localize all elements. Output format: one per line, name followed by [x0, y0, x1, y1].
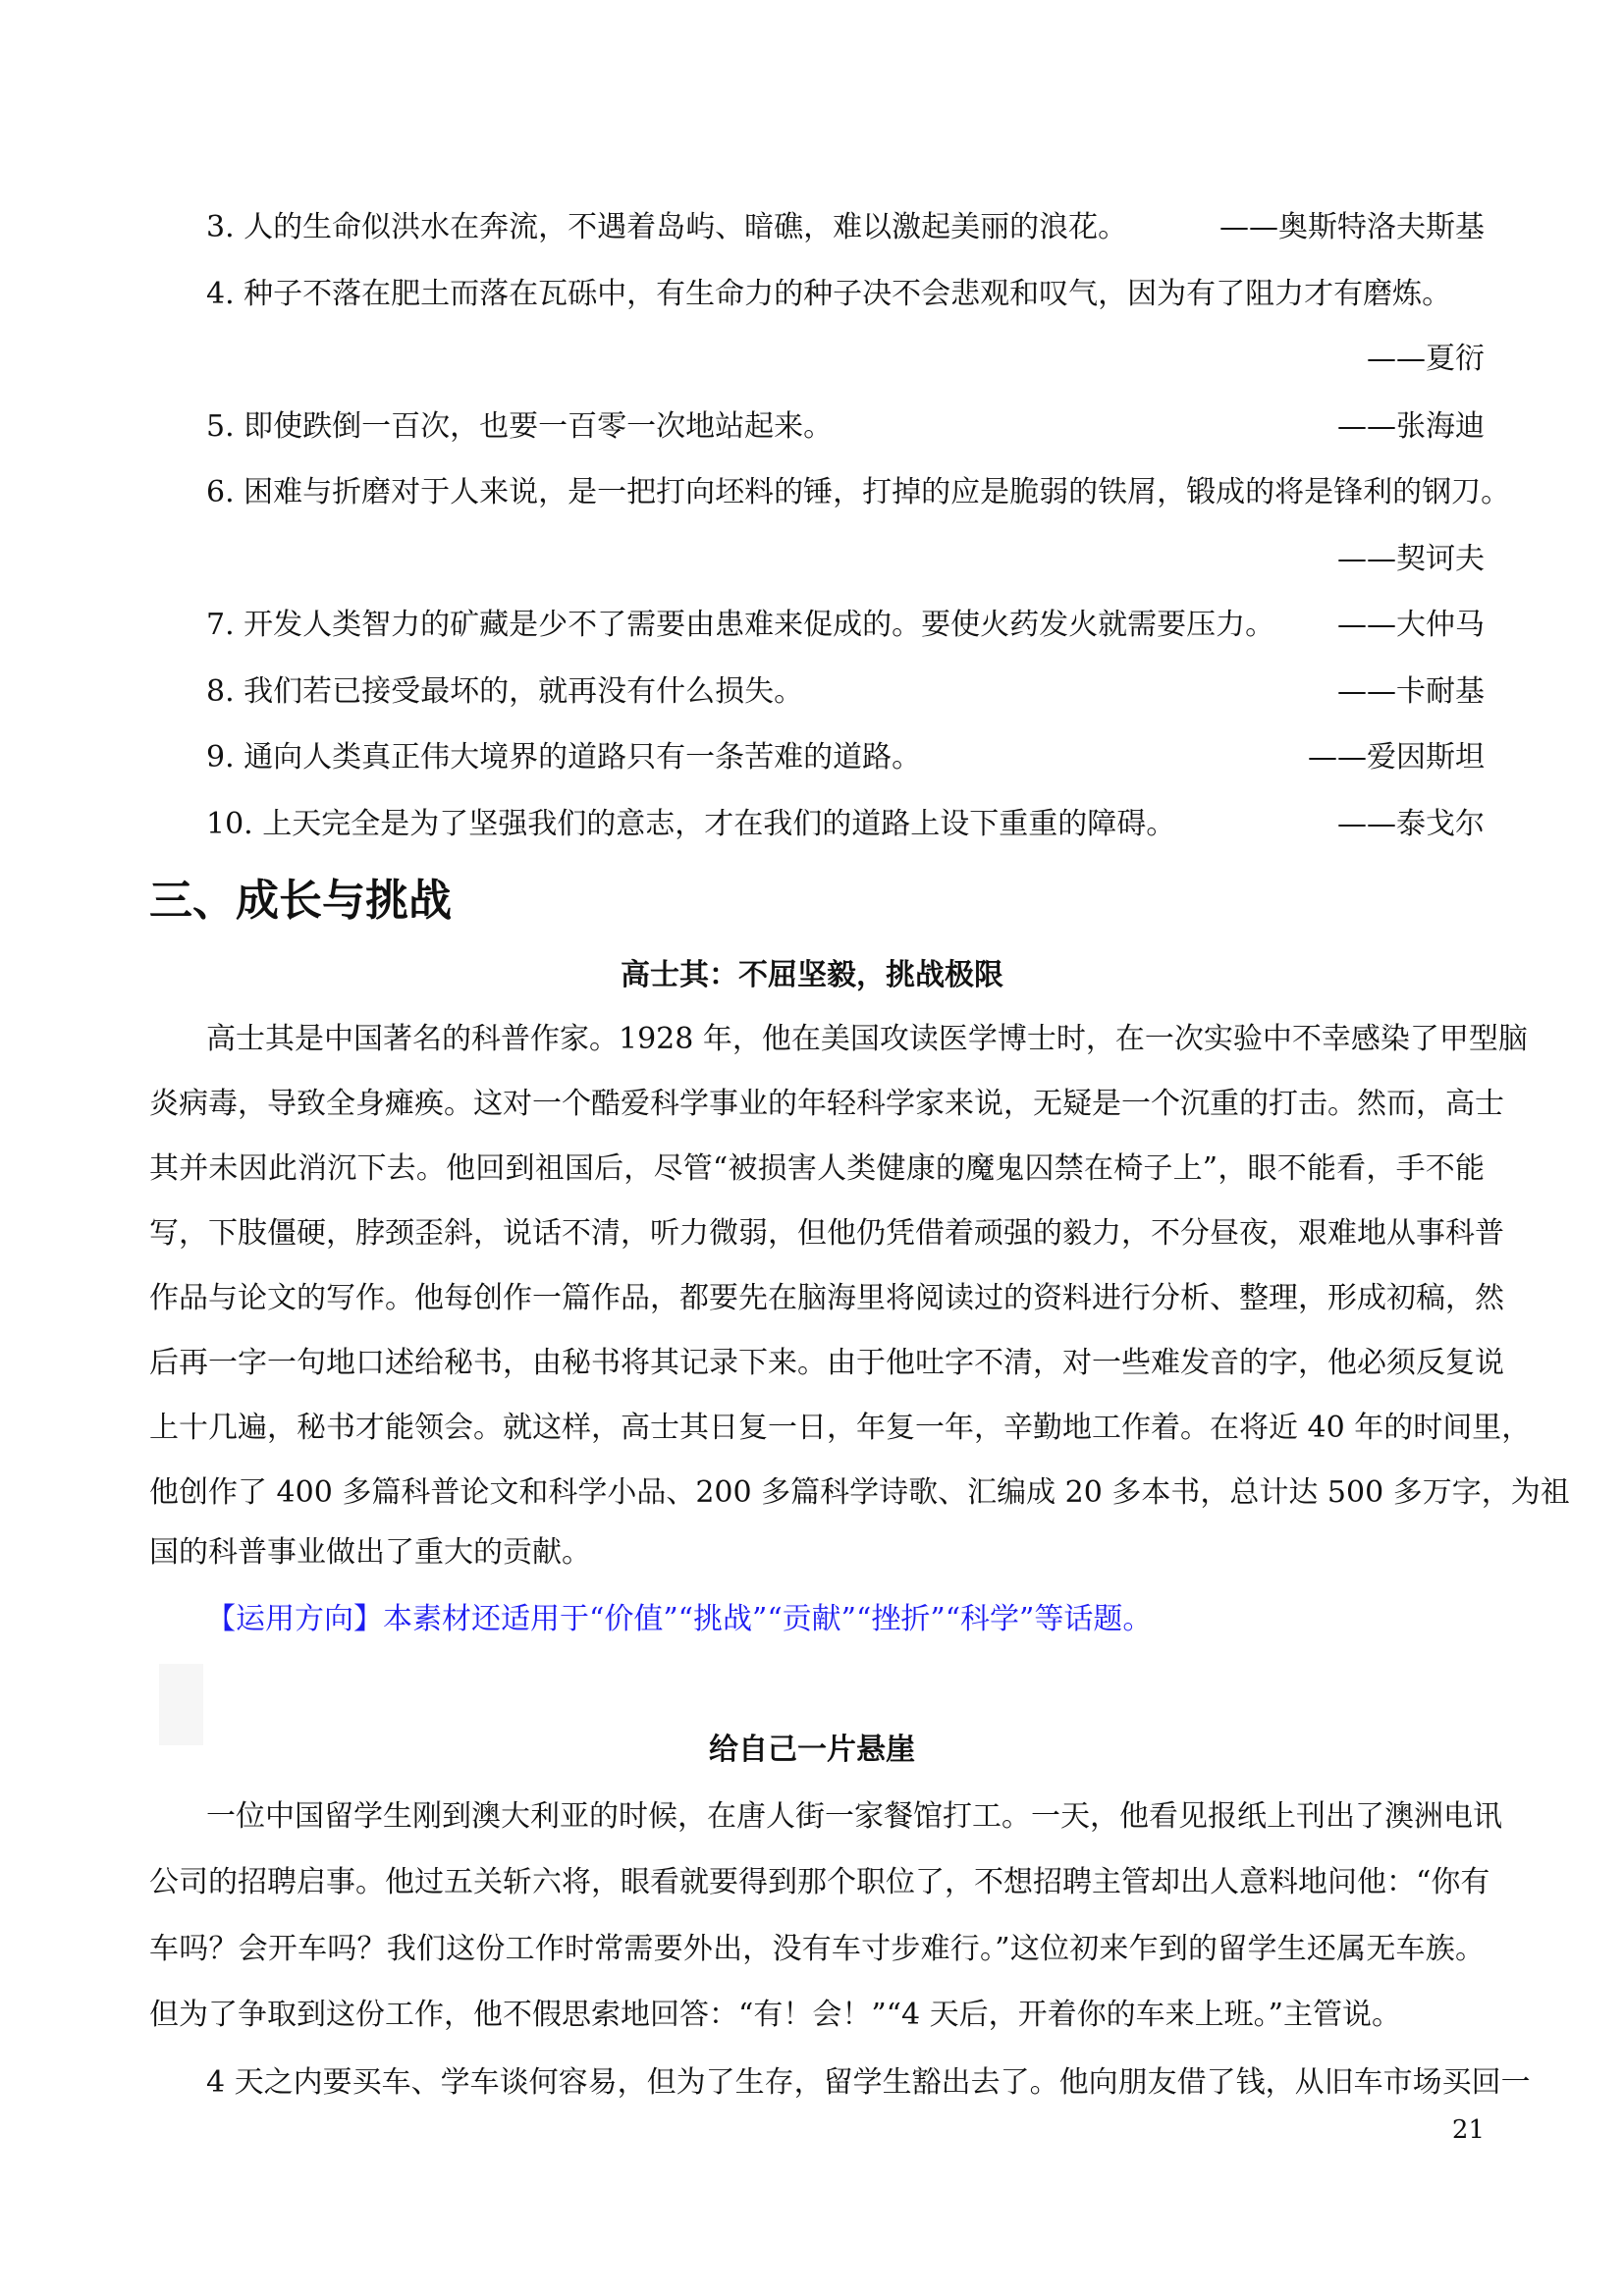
- paragraph-line: 其并未因此消沉下去。他回到祖国后，尽管“被损害人类健康的魔鬼囚禁在椅子上”，眼不能看，手不能: [149, 1151, 1485, 1186]
- quote-author: ——泰戈尔: [1337, 807, 1485, 841]
- article-title: 给自己一片悬崖: [709, 1733, 915, 1767]
- paragraph-line: 炎病毒，导致全身瘫痪。这对一个酷爱科学事业的年轻科学家来说，无疑是一个沉重的打击。然而，高士: [149, 1087, 1504, 1121]
- paragraph-line: 但为了争取到这份工作，他不假思索地回答：“有！会！”“4 天后，开着你的车来上班。”主管说。: [149, 1998, 1401, 2032]
- quote-author: ——张海迪: [1337, 409, 1485, 444]
- quote-text: 10. 上天完全是为了坚强我们的意志，才在我们的道路上设下重重的障碍。: [206, 807, 1176, 841]
- paragraph-line: 4 天之内要买车、学车谈何容易，但为了生存，留学生豁出去了。他向朋友借了钱，从旧车市场买回一: [206, 2065, 1531, 2100]
- paragraph-line: 国的科普事业做出了重大的贡献。: [149, 1535, 591, 1570]
- paragraph-line: 公司的招聘启事。他过五关斩六将，眼看就要得到那个职位了，不想招聘主管却出人意料地问他：“你有: [149, 1865, 1490, 1899]
- paragraph-line: 一位中国留学生刚到澳大利亚的时候，在唐人街一家餐馆打工。一天，他看见报纸上刊出了澳洲电讯: [206, 1799, 1502, 1834]
- paragraph-line: 他创作了 400 多篇科普论文和科学小品、200 多篇科学诗歌、汇编成 20 多本书，总计达 500 多万字，为祖: [149, 1475, 1570, 1510]
- usage-note: 【运用方向】本素材还适用于“价值”“挑战”“贡献”“挫折”“科学”等话题。: [206, 1602, 1153, 1636]
- quote-text: 3. 人的生命似洪水在奔流，不遇着岛屿、暗礁，难以激起美丽的浪花。: [206, 210, 1128, 244]
- paragraph-line: 作品与论文的写作。他每创作一篇作品，都要先在脑海里将阅读过的资料进行分析、整理，形成初稿，然: [149, 1281, 1504, 1315]
- quote-author: ——契诃夫: [1337, 542, 1485, 576]
- paragraph-line: 车吗？会开车吗？我们这份工作时常需要外出，没有车寸步难行。”这位初来乍到的留学生还属无车族。: [149, 1932, 1485, 1966]
- quote-text: 8. 我们若已接受最坏的，就再没有什么损失。: [206, 674, 804, 709]
- quote-text: 4. 种子不落在肥土而落在瓦砾中，有生命力的种子决不会悲观和叹气，因为有了阻力才有磨炼。: [206, 277, 1452, 311]
- quote-text: 6. 困难与折磨对于人来说，是一把打向坯料的锤，打掉的应是脆弱的铁屑，锻成的将是锋利的钢刀。: [206, 475, 1511, 509]
- quote-text: 7. 开发人类智力的矿藏是少不了需要由患难来促成的。要使火药发火就需要压力。: [206, 608, 1275, 642]
- article-title: 高士其：不屈坚毅，挑战极限: [621, 958, 1003, 992]
- section-heading: 三、成长与挑战: [149, 876, 452, 926]
- page-number: 21: [1451, 2115, 1485, 2145]
- quote-author: ——大仲马: [1337, 608, 1485, 642]
- quote-text: 5. 即使跌倒一百次，也要一百零一次地站起来。: [206, 409, 834, 444]
- quote-author: ——爱因斯坦: [1308, 740, 1485, 774]
- paragraph-line: 上十几遍，秘书才能领会。就这样，高士其日复一日，年复一年，辛勤地工作着。在将近 40 年的时间里，: [149, 1411, 1532, 1445]
- quote-author: ——奥斯特洛夫斯基: [1219, 210, 1485, 244]
- paragraph-line: 高士其是中国著名的科普作家。1928 年，他在美国攻读医学博士时，在一次实验中不幸感染了甲型脑: [206, 1022, 1528, 1056]
- paragraph-line: 后再一字一句地口述给秘书，由秘书将其记录下来。由于他吐字不清，对一些难发音的字，他必须反复说: [149, 1346, 1504, 1380]
- quote-text: 9. 通向人类真正伟大境界的道路只有一条苦难的道路。: [206, 740, 922, 774]
- paragraph-line: 写，下肢僵硬，脖颈歪斜，说话不清，听力微弱，但他仍凭借着顽强的毅力，不分昼夜，艰难地从事科普: [149, 1216, 1504, 1251]
- quote-author: ——夏衍: [1367, 342, 1485, 376]
- quote-author: ——卡耐基: [1337, 674, 1485, 709]
